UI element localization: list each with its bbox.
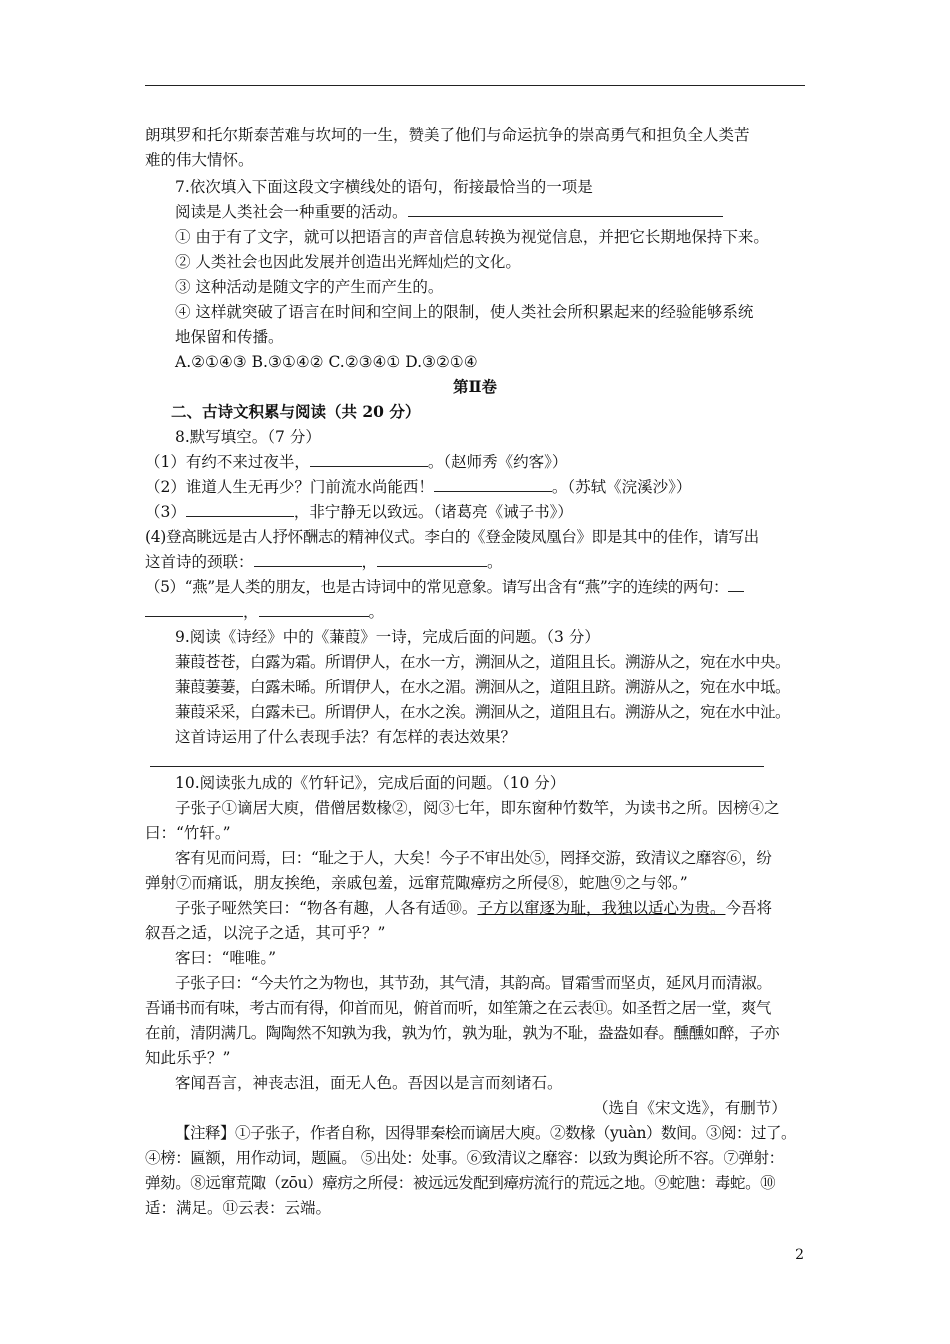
passage-line: 知此乐乎？” [145, 1049, 231, 1067]
answer-blank[interactable] [254, 552, 362, 567]
page-number: 2 [795, 1247, 804, 1263]
answer-blank[interactable] [434, 477, 552, 492]
question-8-item-4: (4)登高眺远是古人抒怀酬志的精神仪式。李白的《登金陵凤凰台》即是其中的佳作，请写出 [145, 528, 759, 546]
annotation-line: 适：满足。⑪云表：云端。 [145, 1199, 332, 1217]
answer-blank[interactable] [310, 452, 428, 467]
annotation-line: ④榜：匾额，用作动词，题匾。 ⑤出处：处事。⑥致清议之靡容：以致为舆论所不容。⑦弹射： [145, 1149, 784, 1167]
question-8-item-1 [145, 451, 567, 473]
period: 。 [368, 603, 385, 621]
item-source: ，非宁静无以致远。（诸葛亮《诫子书》） [293, 503, 573, 521]
passage-line: 叙吾之适，以浣子之适，其可乎？” [145, 924, 386, 942]
question-7-options: A.②①④③ B.③①④② C.②③④① D.③②①④ [175, 353, 478, 371]
item-text: （5）“燕”是人类的朋友，也是古诗词中的常见意象。请写出含有“燕”字的连续的两句： [145, 578, 729, 596]
answer-blank[interactable] [145, 602, 243, 617]
passage-line: 子张子①谪居大庾，借僧居数椽②，阅③七年，即东窗种竹数竿，为读书之所。因榜④之 [175, 799, 780, 817]
comma: ， [243, 603, 259, 621]
passage-line: 客闻吾言，神丧志沮，面无人色。吾因以是言而刻诸石。 [175, 1074, 563, 1092]
passage-line: 子张子曰：“今夫竹之为物也，其节劲，其气清，其韵高。冒霜雪而坚贞，延风月而清淑。 [175, 974, 772, 992]
question-7-sentence-4-cont: 地保留和传播。 [175, 328, 284, 346]
question-7-sentence-4: ④ 这样就突破了语言在时间和空间上的限制，使人类社会所积累起来的经验能够系统 [175, 303, 754, 321]
question-7-sentence-3: ③ 这种活动是随文字的产生而产生的。 [175, 278, 444, 296]
text-line: 朗琪罗和托尔斯泰苦难与坎坷的一生，赞美了他们与命运抗争的崇高勇气和担负全人类苦 [145, 126, 750, 144]
passage-line [175, 897, 772, 919]
question-8-item-2 [145, 476, 691, 498]
passage-line: 客有见而问焉，曰：“耻之于人，大矣！今子不审出处⑤，罔择交游，致清议之靡容⑥，纷 [175, 849, 772, 867]
section-heading: 二、古诗文积累与阅读（共 20 分） [171, 402, 421, 421]
header-rule [145, 85, 805, 86]
passage-line: 吾诵书而有味，考古而有得，仰首而见，俯首而听，如笙箫之在云表⑪。如圣哲之居一堂，爽气 [145, 999, 771, 1017]
passage-text: 今吾将 [725, 899, 772, 917]
question-7-sentence-2: ② 人类社会也因此发展并创造出光辉灿烂的文化。 [175, 253, 521, 271]
question-7-stem [175, 201, 723, 223]
text-line: 难的伟大情怀。 [145, 151, 254, 169]
question-8-title: 8.默写填空。（7 分） [175, 428, 321, 446]
volume-heading: 第Ⅱ卷 [452, 377, 498, 396]
poem-stanza-1: 蒹葭苍苍，白露为霜。所谓伊人，在水一方，溯洄从之，道阻且长。溯游从之，宛在水中央。 [175, 653, 791, 671]
annotation-line: 弹劾。⑧远窜荒陬（zōu）瘴疠之所侵：被远远发配到瘴疠流行的荒远之地。⑨蛇虺：毒蛇。⑩ [145, 1174, 776, 1192]
stem-text: 阅读是人类社会一种重要的活动。 [175, 203, 408, 221]
item-source: 。（赵师秀《约客》） [427, 453, 568, 471]
passage-source: （选自《宋文选》，有删节） [593, 1099, 787, 1117]
question-9-title: 9.阅读《诗经》中的《蒹葭》一诗，完成后面的问题。（3 分） [175, 628, 600, 646]
question-10-title: 10.阅读张九成的《竹轩记》，完成后面的问题。（10 分） [175, 774, 566, 792]
question-7-sentence-1: ① 由于有了文字，就可以把语言的声音信息转换为视觉信息，并把它长期地保持下来。 [175, 228, 769, 246]
question-8-item-4-cont [145, 551, 503, 573]
passage-line: 在前，清阴满几。陶陶然不知孰为我，孰为竹，孰为耻，孰为不耻，盎盎如春。醺醺如醉，子亦 [145, 1024, 780, 1042]
answer-blank[interactable] [377, 552, 487, 567]
question-8-item-3 [145, 501, 573, 523]
answer-blank[interactable] [408, 202, 723, 217]
answer-blank[interactable] [728, 577, 744, 592]
question-9-prompt: 这首诗运用了什么表现手法？有怎样的表达效果？ [175, 728, 517, 746]
answer-blank[interactable] [186, 502, 294, 517]
annotation-line: 【注释】①子张子，作者自称，因得罪秦桧而谪居大庾。②数椽（yuàn）数间。③阅：过了。 [175, 1124, 796, 1142]
underlined-sentence: 子方以窜逐为耻，我独以适心为贵。 [477, 899, 726, 917]
passage-line: 曰：“竹轩。” [145, 824, 231, 842]
answer-line[interactable] [150, 766, 764, 767]
item-text: （2）谁道人生无再少？门前流水尚能西！ [145, 478, 434, 496]
question-8-item-5-cont [145, 601, 384, 623]
comma: ， [361, 553, 378, 571]
period: 。 [487, 553, 503, 571]
item-text: 这首诗的颈联： [145, 553, 254, 571]
answer-blank[interactable] [259, 602, 369, 617]
passage-line: 客曰：“唯唯。” [175, 949, 277, 967]
question-8-item-5 [145, 576, 744, 598]
question-7-title: 7.依次填入下面这段文字横线处的语句，衔接最恰当的一项是 [175, 178, 593, 196]
item-source: 。（苏轼《浣溪沙》） [551, 478, 692, 496]
passage-text: 子张子哑然笑曰：“物各有趣，人各有适⑩。 [175, 899, 478, 917]
poem-stanza-3: 蒹葭采采，白露未已。所谓伊人，在水之涘。溯洄从之，道阻且右。溯游从之，宛在水中沚。 [175, 703, 791, 721]
item-text: （1）有约不来过夜半， [145, 453, 310, 471]
poem-stanza-2: 蒹葭萋萋，白露未晞。所谓伊人，在水之湄。溯洄从之，道阻且跻。溯游从之，宛在水中坻。 [175, 678, 791, 696]
passage-line: 弹射⑦而痛诋，朋友挨绝，亲戚包羞，远窜荒陬瘴疠之所侵⑧，蛇虺⑨之与邻。” [145, 874, 688, 892]
item-text: （3） [145, 503, 186, 521]
